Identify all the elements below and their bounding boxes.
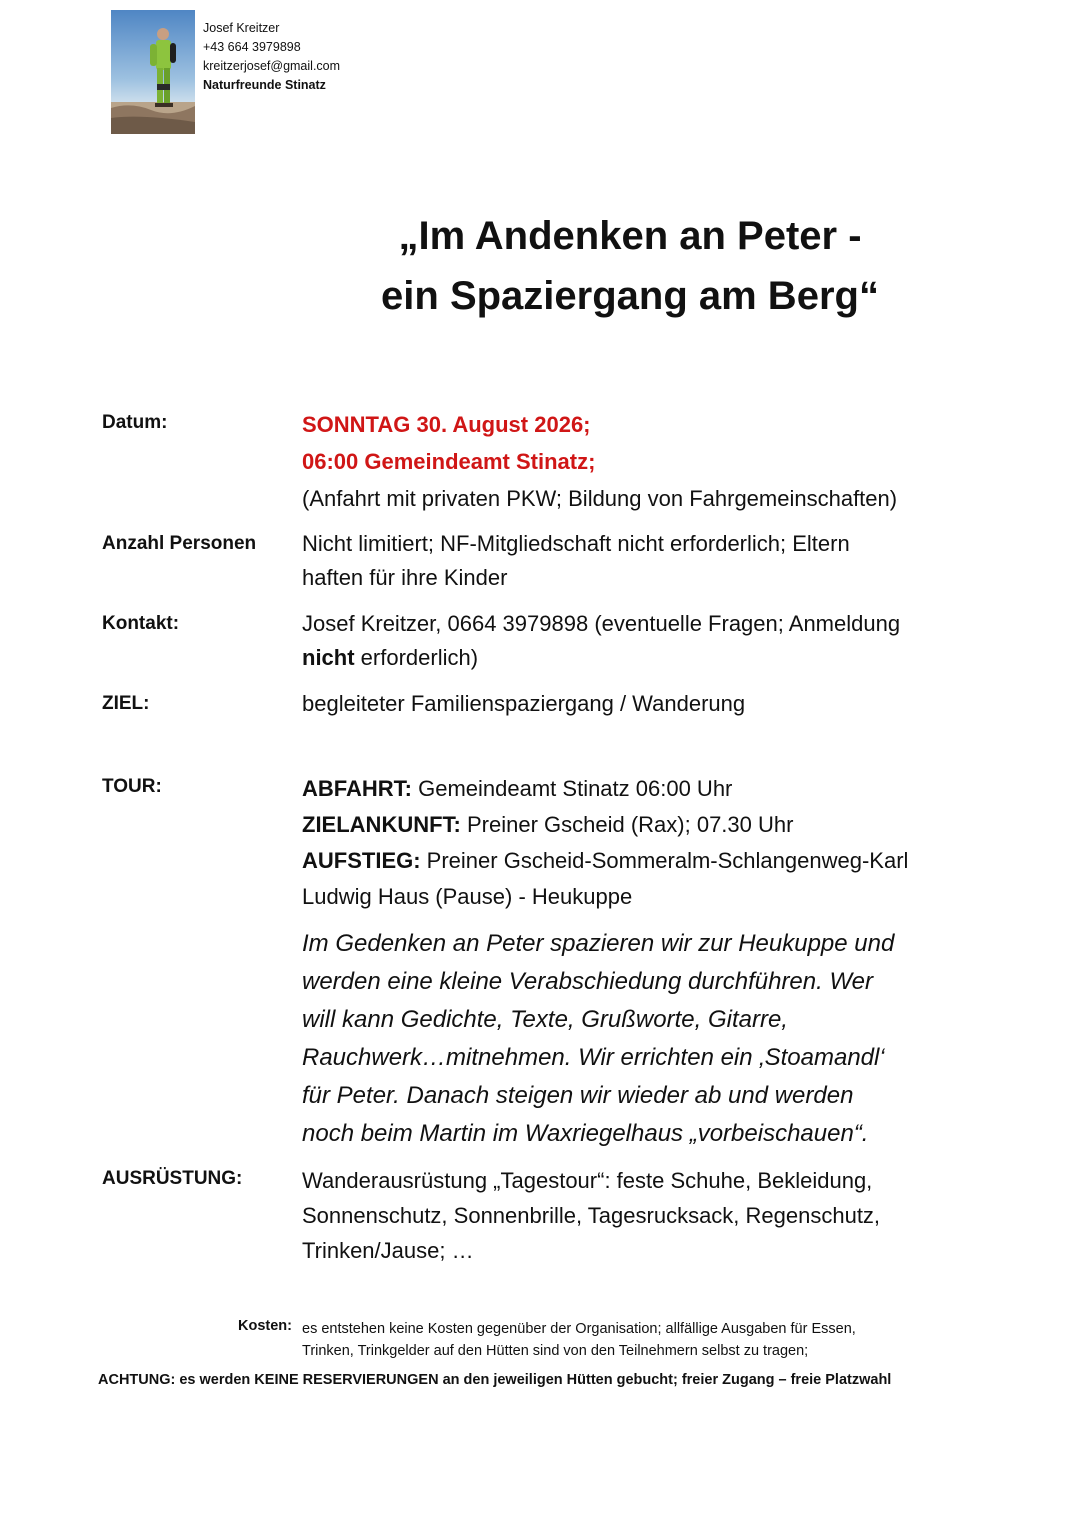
kontakt-label: Kontakt: [102,613,180,634]
title-line-1: „Im Andenken an Peter - [398,214,862,258]
contact-organization: Naturfreunde Stinatz [203,78,326,92]
description-line: Rauchwerk…mitnehmen. Wir errichten ein ‚Stoamandl‘ [302,1044,885,1071]
ziel-value: begleiteter Familienspaziergang / Wanderung [302,691,746,716]
ausruestung-line: Wanderausrüstung „Tagestour“: feste Schuhe, Bekleidung, [302,1168,873,1193]
kosten-text [302,1318,952,1362]
personen-line-2: haften für ihre Kinder [302,565,508,590]
kontakt-line-1: Josef Kreitzer, 0664 3979898 (eventuelle Fragen; Anmeldung [302,611,901,636]
header-contact [203,19,340,95]
kontakt-bold-word: nicht [302,645,355,670]
ausruestung-line: Trinken/Jause; … [302,1238,474,1263]
abfahrt-label: ABFAHRT: [302,776,412,801]
tour-description [302,925,962,1153]
tour-value [302,771,962,915]
description-line: für Peter. Danach steigen wir wieder ab und werden [302,1082,854,1109]
kosten-label: Kosten: [238,1318,292,1334]
aufstieg-label: AUFSTIEG: [302,848,421,873]
kontakt-line-2-rest: erforderlich) [354,645,479,670]
page-title [330,206,930,326]
aufstieg-line-1: Preiner Gscheid-Sommeralm-Schlangenweg-Karl [420,848,909,873]
description-line: Im Gedenken an Peter spazieren wir zur Heukuppe und [302,930,895,957]
datum-value [302,406,962,517]
tour-ankunft [302,807,962,843]
achtung-notice: ACHTUNG: es werden KEINE RESERVIERUNGEN an den jeweiligen Hütten gebucht; freier Zugang – freie Platzwahl [98,1372,892,1388]
kontakt-value [302,607,962,675]
profile-photo [111,10,195,134]
ausruestung-line: Sonnenschutz, Sonnenbrille, Tagesrucksack, Regenschutz, [302,1203,881,1228]
datum-date: SONNTAG 30. August 2026; [302,412,591,437]
kontakt-line-2 [302,641,962,675]
tour-label: TOUR: [102,776,162,797]
personen-line-1: Nicht limitiert; NF-Mitgliedschaft nicht erforderlich; Eltern [302,531,850,556]
abfahrt-text: Gemeindeamt Stinatz 06:00 Uhr [412,776,733,801]
kosten-line-2: Trinken, Trinkgelder auf den Hütten sind von den Teilnehmern selbst zu tragen; [302,1343,809,1359]
contact-phone: +43 664 3979898 [203,40,301,54]
description-line: werden eine kleine Verabschiedung durchführen. Wer [302,968,874,995]
title-line-2: ein Spaziergang am Berg“ [381,274,879,318]
hiker-photo-icon [111,10,195,134]
ankunft-text: Preiner Gscheid (Rax); 07.30 Uhr [460,812,794,837]
ausruestung-value [302,1163,962,1268]
tour-abfahrt [302,771,962,807]
contact-email: kreitzerjosef@gmail.com [203,59,341,73]
ziel-label: ZIEL: [102,693,150,714]
ausruestung-label: AUSRÜSTUNG: [102,1168,243,1189]
datum-note: (Anfahrt mit privaten PKW; Bildung von Fahrgemeinschaften) [302,486,898,511]
contact-name: Josef Kreitzer [203,21,280,35]
ankunft-label: ZIELANKUNFT: [302,812,461,837]
datum-meeting-point: 06:00 Gemeindeamt Stinatz; [302,449,596,474]
kosten-line-1: es entstehen keine Kosten gegenüber der Organisation; allfällige Ausgaben für Essen, [302,1321,856,1337]
personen-value [302,527,962,595]
aufstieg-line-2: Ludwig Haus (Pause) - Heukuppe [302,884,633,909]
datum-label: Datum: [102,412,168,433]
personen-label: Anzahl Personen [102,533,257,554]
description-line: will kann Gedichte, Texte, Grußworte, Gitarre, [302,1006,788,1033]
description-line: noch beim Martin im Waxriegelhaus „vorbeischauen“. [302,1120,869,1147]
tour-aufstieg [302,843,962,879]
